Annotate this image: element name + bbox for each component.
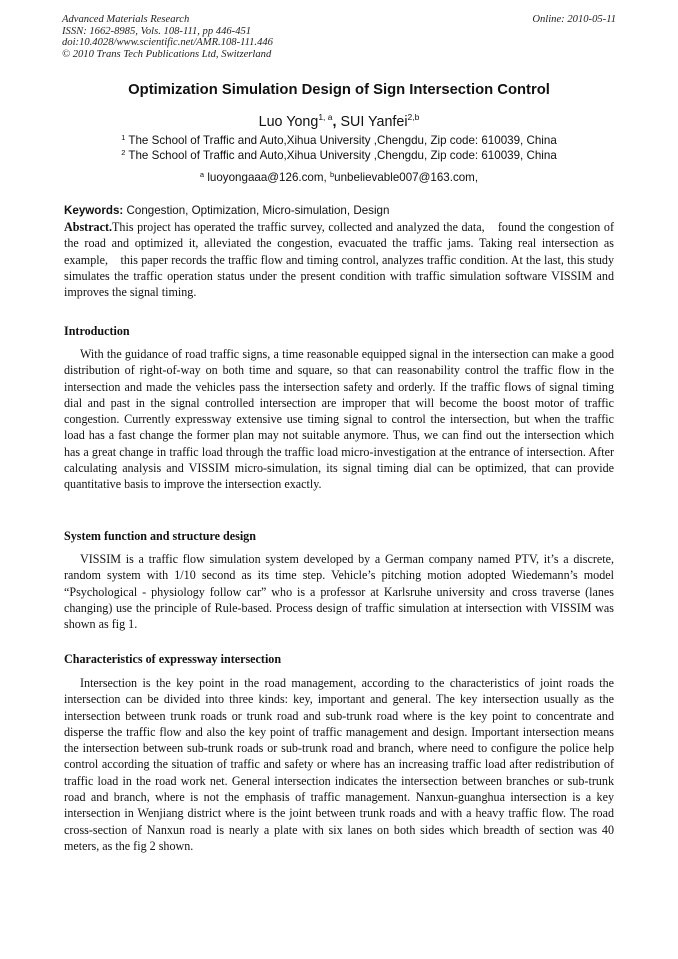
abstract-label: Abstract. xyxy=(64,220,113,234)
email-sup: b xyxy=(329,170,335,179)
abstract-text: This project has operated the traffic survey, collected and analyzed the data, found the congestion of the road and optimized it, alleviated the congestion, evacuated the traffic jams. Taking real intersection as example, this paper records the traffic flow and timing control, analyzes traffic condition. At the last, this study simulates the traffic operation status under the present condition with traffic simulation software VISSIM and improves the signal timing. xyxy=(64,220,614,300)
author-sup: 1, a xyxy=(318,112,333,122)
email-link[interactable]: unbelievable007@163.com, xyxy=(334,171,479,184)
abstract xyxy=(64,219,614,300)
email-line xyxy=(62,168,616,185)
section-text-characteristics: Intersection is the key point in the road management, according to the characteristics of joint roads the intersection can be divided into three kinds: key, important and general. The key intersection usually as the intersection between trunk roads or trunk road and sub-trunk road where is the key point to concentrate and disperse the traffic flow and also the key point of traffic management and design. Important intersection means the intersection between sub-trunk roads or sub-trunk road and branch, where need to configure the police help control according the situation of traffic and safety or where has an increasing traffic load after redistribution of traffic load in the road work net. General intersection indicates the intersection between branches or sub-trunk road and branch, where is not the emphasis of traffic management. Nanxun-guanghua intersection is a key intersection in Wenjiang district where is the joint between trunk roads and with a heavy traffic flow. The road cross-section of Nanxun road is nearly a plate with six lanes on both sides which breadth of section was 40 meters, as the fig 2 shown. xyxy=(64,676,614,853)
online-date: Online: 2010-05-11 xyxy=(532,14,616,25)
author-name: Luo Yong xyxy=(258,114,319,130)
journal-name: Advanced Materials Research xyxy=(62,14,190,25)
affiliation-text: The School of Traffic and Auto,Xihua University ,Chengdu, Zip code: 610039, China xyxy=(128,149,557,162)
author-line: Luo Yong$^{1, a}$, SUI Yanfei$^{2,b}$ xyxy=(258,112,420,130)
affiliation-text: The School of Traffic and Auto,Xihua University ,Chengdu, Zip code: 610039, China xyxy=(128,134,557,147)
keywords-label: Keywords: xyxy=(64,204,124,217)
section-heading-system-function: System function and structure design xyxy=(64,529,256,543)
copyright-line: © 2010 Trans Tech Publications Ltd, Switzerland xyxy=(62,48,272,60)
keywords-text: Congestion, Optimization, Micro-simulation, Design xyxy=(126,204,390,217)
journal-header xyxy=(62,14,616,60)
section-text-introduction: With the guidance of road traffic signs, a time reasonable equipped signal in the intersection can make a good distribution of right-of-way on both time and square, so that can reasonability control the traffic flow in the intersection and made the vehicles pass the intersection safety and orderly. If the traffic flows of signal timing dial and past in the signal controlled intersection are improper that will become the boost motor of traffic congestion. Currently expressway extensive use timing signal to control the intersection, but when the traffic load has a fast change the former plan may not suitable anymore. Thus, we can find out the intersection which has a great change in traffic load through the traffic load micro-investigation at the entrance of intersection. After calculating analysis and VISSIM micro-simulation, its signal timing dial can be optimized, that can provide quantitative basis to improve the intersection exactly. xyxy=(64,347,614,492)
email-link[interactable]: luoyongaaa@126.com, xyxy=(207,171,327,184)
affiliation-sup: 1 xyxy=(121,133,126,142)
affiliation-2 xyxy=(62,146,616,163)
keywords xyxy=(64,203,616,218)
section-text-system-function: VISSIM is a traffic flow simulation system developed by a German company named PTV, it’s a discrete, random system with 1/10 second as its time step. Vehicle’s pitching motion adopted Wiedemann’s model “Psychological - physiology follow car” who is a professor at Karlsruhe university and cross traverse (lanes changing) use the principle of Rule-based. Process design of traffic simulation at intersection with VISSIM was shown as fig 1. xyxy=(64,552,614,632)
paper-title: Optimization Simulation Design of Sign Intersection Control xyxy=(128,82,550,98)
doi-line: doi:10.4028/www.scientific.net/AMR.108-111.446 xyxy=(62,37,273,49)
author-name: SUI Yanfei xyxy=(340,114,408,130)
affiliation-sup: 2 xyxy=(121,148,126,157)
issn-line: ISSN: 1662-8985, Vols. 108-111, pp 446-451 xyxy=(62,25,252,37)
section-heading-characteristics: Characteristics of expressway intersection xyxy=(64,652,282,666)
section-heading-introduction: Introduction xyxy=(64,324,130,338)
author-sup: 2,b xyxy=(407,112,420,122)
email-sup: a xyxy=(199,170,205,179)
